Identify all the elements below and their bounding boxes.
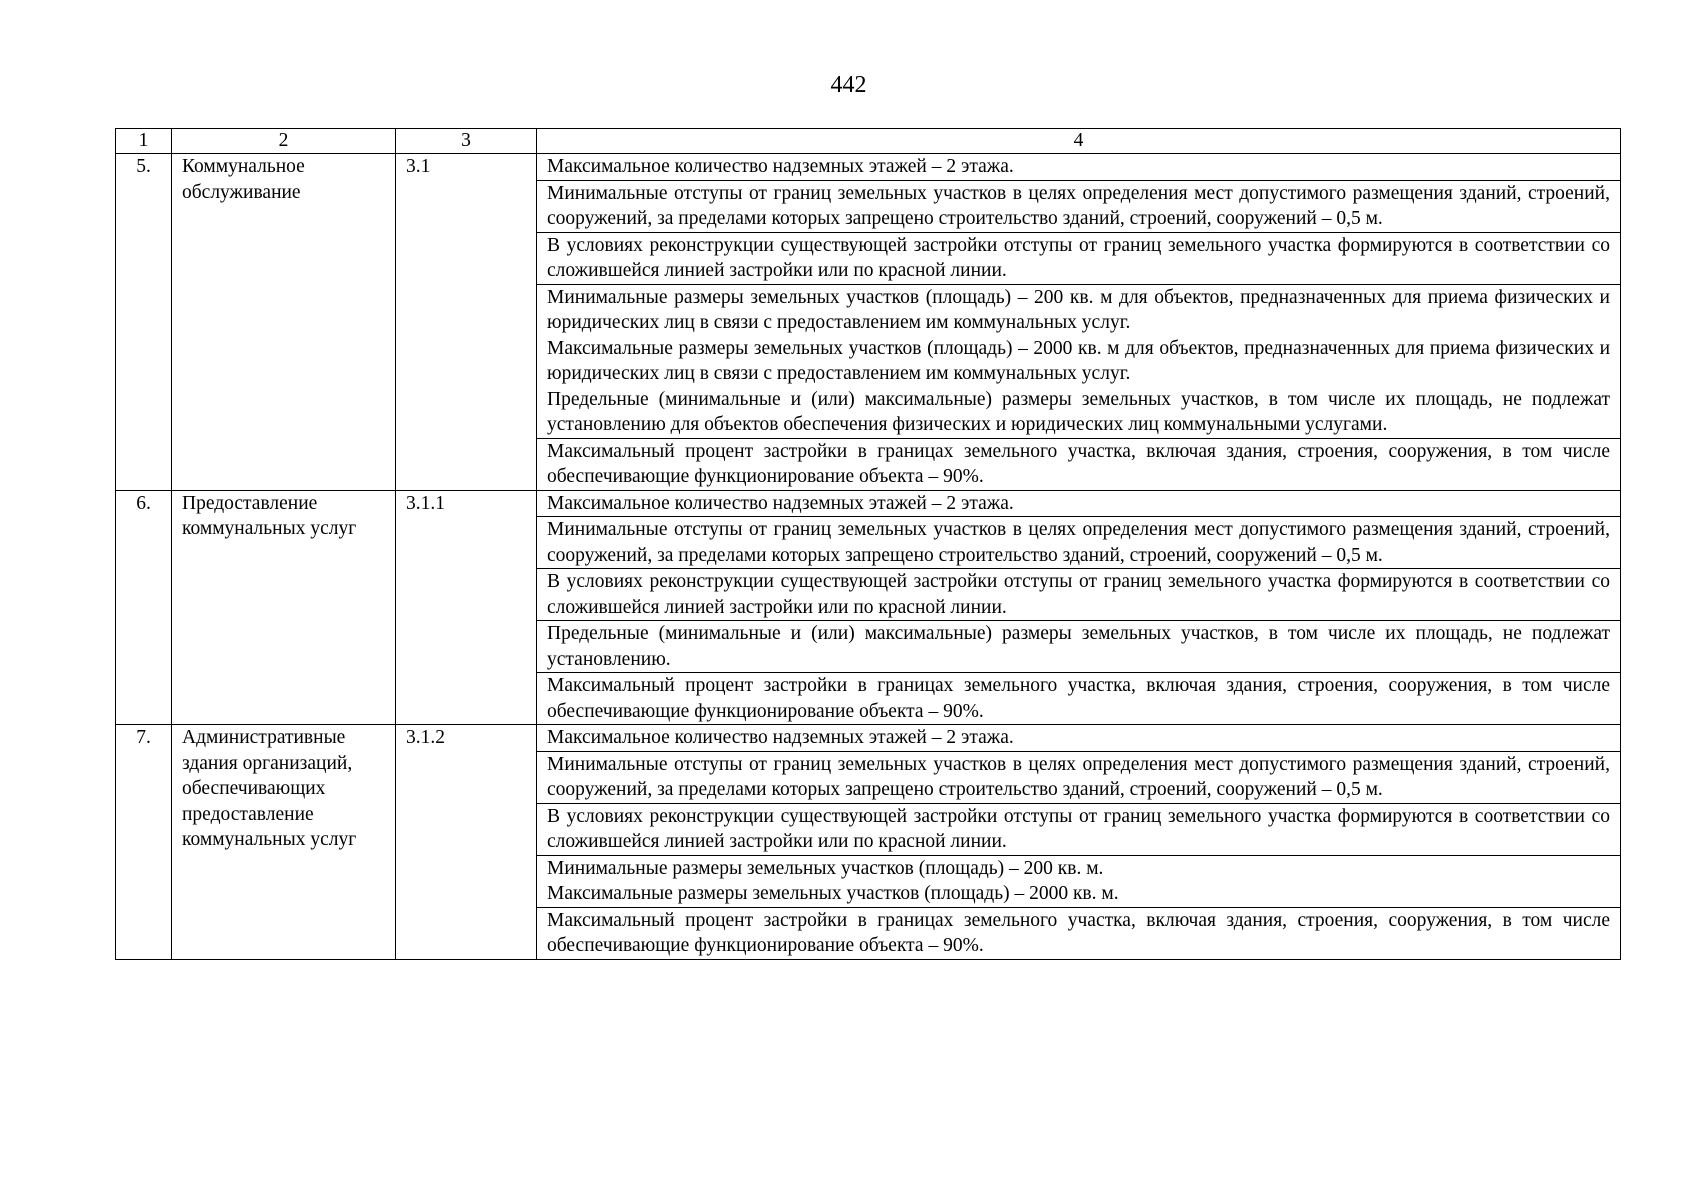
parameter-text: Предельные (минимальные и (или) максимальные) размеры земельных участков, в том числе их площадь, не подлежат установлению. bbox=[547, 623, 1610, 670]
parameter-cell bbox=[537, 751, 1621, 803]
parameter-text: Максимальный процент застройки в границах земельного участка, включая здания, строения, сооружения, в том числе обеспечивающие функционирование объекта – 90%. bbox=[547, 675, 1610, 722]
column-header: 2 bbox=[172, 129, 396, 154]
land-use-code: 3.1.2 bbox=[396, 725, 537, 960]
table-body bbox=[116, 154, 1621, 960]
row-number: 6. bbox=[116, 490, 172, 725]
regulations-table bbox=[115, 128, 1621, 960]
parameter-text: Максимальный процент застройки в границах земельного участка, включая здания, строения, сооружения, в том числе обеспечивающие функционирование объекта – 90%. bbox=[547, 440, 1610, 487]
column-header: 4 bbox=[537, 129, 1621, 154]
parameter-text: Минимальные отступы от границ земельных участков в целях определения мест допустимого размещения зданий, строений, сооружений, за пределами которых запрещено строительство зданий, строений, сооружений – 0,5 м. bbox=[547, 753, 1610, 800]
parameter-cell bbox=[537, 232, 1621, 284]
parameter-text: Максимальные размеры земельных участков (площадь) – 2000 кв. м. bbox=[547, 883, 1119, 904]
parameter-cell bbox=[537, 180, 1621, 232]
parameter-text: В условиях реконструкции существующей застройки отступы от границ земельного участка формируются в соответствии со сложившейся линией застройки или по красной линии. bbox=[547, 234, 1610, 281]
parameter-cell bbox=[537, 855, 1621, 907]
parameter-cell bbox=[537, 803, 1621, 855]
land-use-name: Коммунальное обслуживание bbox=[172, 154, 396, 491]
table-header-row bbox=[116, 129, 1621, 154]
parameter-text: Минимальные размеры земельных участков (площадь) – 200 кв. м для объектов, предназначенных для приема физических и юридических лиц в связи с предоставлением им коммунальных услуг. bbox=[547, 286, 1610, 333]
table-row bbox=[116, 725, 1621, 752]
land-use-code: 3.1 bbox=[396, 154, 537, 491]
land-use-name: Административные здания организаций, обеспечивающих предоставление коммунальных услуг bbox=[172, 725, 396, 960]
parameter-cell bbox=[537, 284, 1621, 438]
parameter-cell bbox=[537, 517, 1621, 569]
parameter-cell bbox=[537, 907, 1621, 959]
parameter-cell bbox=[537, 621, 1621, 673]
parameter-text: Максимальный процент застройки в границах земельного участка, включая здания, строения, сооружения, в том числе обеспечивающие функционирование объекта – 90%. bbox=[547, 909, 1610, 956]
parameter-text: В условиях реконструкции существующей застройки отступы от границ земельного участка формируются в соответствии со сложившейся линией застройки или по красной линии. bbox=[547, 805, 1610, 852]
land-use-name: Предоставление коммунальных услуг bbox=[172, 490, 396, 725]
page-number: 442 bbox=[830, 72, 867, 98]
parameter-text: Максимальное количество надземных этажей – 2 этажа. bbox=[547, 156, 1014, 177]
parameter-text: Предельные (минимальные и (или) максимальные) размеры земельных участков, в том числе их площадь, не подлежат установлению для объектов обеспечения физических и юридических лиц коммунальными услугами. bbox=[547, 388, 1610, 435]
column-header: 1 bbox=[116, 129, 172, 154]
column-header: 3 bbox=[396, 129, 537, 154]
parameter-cell bbox=[537, 438, 1621, 490]
row-number: 5. bbox=[116, 154, 172, 491]
table-row bbox=[116, 154, 1621, 181]
parameter-cell bbox=[537, 725, 1621, 752]
parameter-cell bbox=[537, 154, 1621, 181]
parameter-cell bbox=[537, 569, 1621, 621]
parameter-cell bbox=[537, 673, 1621, 725]
parameter-text: В условиях реконструкции существующей застройки отступы от границ земельного участка формируются в соответствии со сложившейся линией застройки или по красной линии. bbox=[547, 571, 1610, 618]
parameter-text: Минимальные размеры земельных участков (площадь) – 200 кв. м. bbox=[547, 857, 1104, 879]
parameter-text: Минимальные отступы от границ земельных участков в целях определения мест допустимого размещения зданий, строений, сооружений, за пределами которых запрещено строительство зданий, строений, сооружений – 0,5 м. bbox=[547, 519, 1610, 566]
parameter-text: Минимальные отступы от границ земельных участков в целях определения мест допустимого размещения зданий, строений, сооружений, за пределами которых запрещено строительство зданий, строений, сооружений – 0,5 м. bbox=[547, 182, 1610, 229]
table-row bbox=[116, 490, 1621, 517]
parameter-text: Максимальное количество надземных этажей – 2 этажа. bbox=[547, 727, 1014, 748]
row-number: 7. bbox=[116, 725, 172, 960]
parameter-text: Максимальные размеры земельных участков (площадь) – 2000 кв. м для объектов, предназначенных для приема физических и юридических лиц в связи с предоставлением им коммунальных услуг. bbox=[547, 337, 1610, 384]
parameter-cell bbox=[537, 490, 1621, 517]
parameter-text: Максимальное количество надземных этажей – 2 этажа. bbox=[547, 492, 1014, 514]
land-use-code: 3.1.1 bbox=[396, 490, 537, 725]
